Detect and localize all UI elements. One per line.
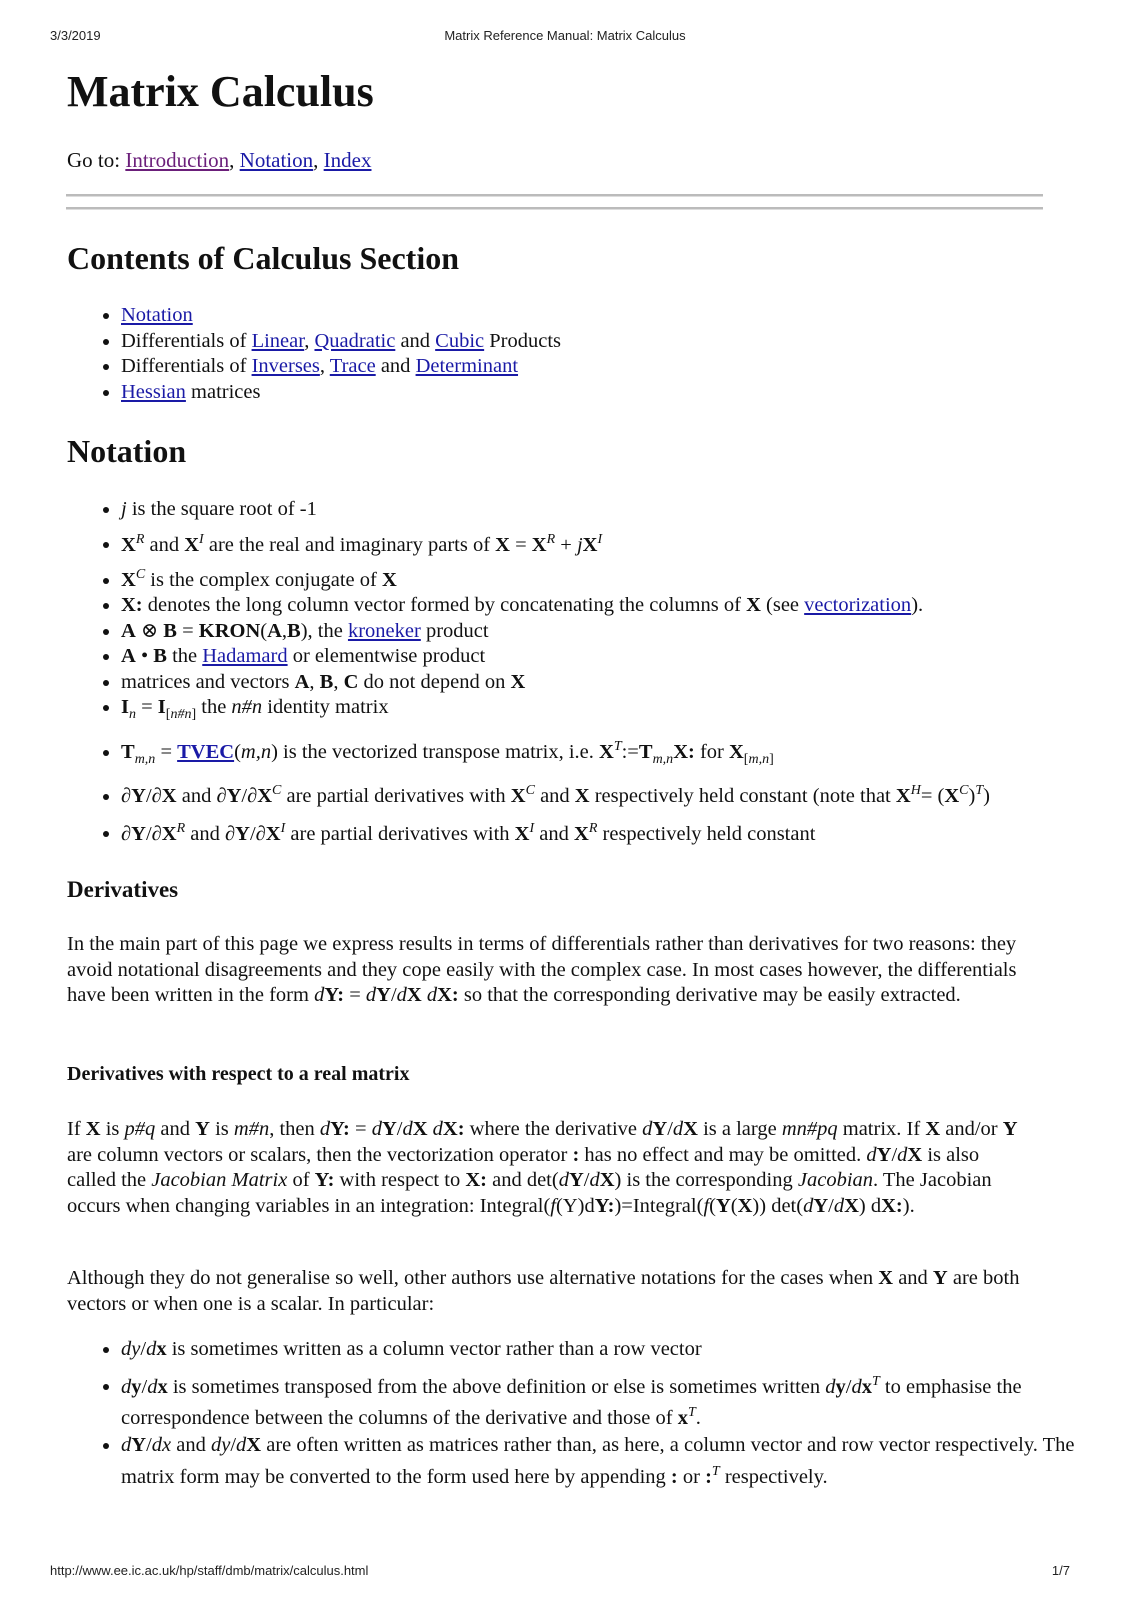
print-page-number: 1/7 (1051, 1563, 1070, 1578)
list-item: • $T_{m,n}$ = TVEC(m,n) is the vectorized transpose matrix, i.e. $X^T:=T_{m,n}X$: for $X_{[m,n]}$ (121, 734, 1081, 772)
contents-link-quadratic[interactable]: Quadratic (314, 329, 396, 352)
list-item: • dY/dx and dy/dX are often written as matrices rather than, as here, a column vector and row vector respectively. The matrix form may be converted to the form used here by appending : or :$^T$ respectively. (121, 1433, 1081, 1490)
contents-link-notation[interactable]: Notation (121, 304, 193, 326)
list-item: • $I_n = I_{[n\#n]}$ the n#n identity matrix (121, 695, 1081, 728)
list-item: • A • B the Hadamard or elementwise product (121, 644, 1081, 670)
divider (66, 194, 1043, 197)
divider (66, 207, 1043, 210)
contents-link-inverses[interactable]: Inverses (251, 355, 320, 377)
print-url: http://www.ee.ic.ac.uk/hp/staff/dmb/matrix/calculus.html (50, 1563, 369, 1578)
real-matrix-paragraph: If X is p#q and Y is m#n, then dY: = dY/dX dX: where the derivative dY/dX is a large mn#pq matrix. If X and/or Y are column vectors or scalars, then the vectorization operator : has no effect and may be omitted. dY/dX is also called the Jacobian Matrix of Y: with respect to X: and det(dY/dX) is the corresponding Jacobian. The Jacobian occurs when changing variables in an integration: Integral(f(Y)dY:)=Integral(f(Y(X)) det(dY/dX) dX:). (67, 1118, 1018, 1217)
list-item: • Differentials of Linear, Quadratic and Cubic Products (121, 329, 1081, 355)
list-item: • matrices and vectors A, B, C do not depend on X (121, 670, 1081, 696)
print-date: 3/3/2019 (50, 28, 101, 43)
list-item: • $X^C$ is the complex conjugate of X (121, 562, 1081, 593)
contents-link-determinant[interactable]: Determinant (415, 355, 519, 377)
real-matrix-subheading: Derivatives with respect to a real matrix (67, 1063, 410, 1085)
link-introduction[interactable]: Introduction (125, 148, 230, 172)
contents-heading: Contents of Calculus Section (67, 240, 460, 276)
contents-link-trace[interactable]: Trace (329, 355, 376, 377)
goto-label: Go to: (67, 148, 126, 172)
list-item: • j is the square root of -1 (121, 497, 1081, 523)
list-item: • A ⊗ B = KRON(A,B), the kroneker product (121, 619, 1081, 645)
notation-list (67, 497, 1081, 847)
alternative-notation-paragraph: Although they do not generalise so well, other authors use alternative notations for the cases when X and Y are both vectors or when one is a scalar. In particular: (67, 1267, 1020, 1315)
list-item: • X: denotes the long column vector formed by concatenating the columns of X (see vectorization). (121, 593, 1081, 619)
link-tvec[interactable]: TVEC (177, 740, 235, 763)
list-item: • dy/dx is sometimes written as a column vector rather than a row vector (121, 1337, 1081, 1363)
list-item: • $\partial Y/\partial X^R$ and $\partial Y/\partial X^I$ are partial derivatives with $X^I$ and $X^R$ respectively held constant (121, 816, 1081, 847)
goto-nav: Go to: Introduction, Notation, Index (67, 148, 372, 172)
link-index[interactable]: Index (323, 148, 372, 172)
list-item (121, 303, 1081, 329)
list-item: • Hessian matrices (121, 380, 1081, 406)
list-item: • Differentials of Inverses, Trace and Determinant (121, 354, 1081, 380)
derivatives-heading: Derivatives (67, 877, 179, 902)
page-title: Matrix Calculus (67, 67, 374, 116)
link-notation[interactable]: Notation (239, 148, 314, 172)
list-item: • $X^R$ and $X^I$ are the real and imaginary parts of $X = X^R + jX^I$ (121, 527, 1081, 558)
derivatives-paragraph: In the main part of this page we express results in terms of differentials rather than derivatives for two reasons: they avoid notational disagreements and they cope easily with the complex case. In most cases however, the differentials have been written in the form dY: = dY/dX dX: so that the corresponding derivative may be easily extracted. (67, 933, 1017, 1006)
list-item: • dy/dx is sometimes transposed from the above definition or else is sometimes written $dy/dx^T$ to emphasise the correspondence between the columns of the derivative and those of $x^T$. (121, 1369, 1081, 1432)
print-page-title: Matrix Reference Manual: Matrix Calculus (444, 28, 686, 43)
link-hadamard[interactable]: Hadamard (202, 645, 288, 668)
contents-link-linear[interactable]: Linear (251, 329, 305, 352)
link-vectorization[interactable]: vectorization (804, 594, 912, 617)
contents-link-hessian[interactable]: Hessian (121, 380, 186, 403)
notation-heading: Notation (67, 433, 187, 469)
link-kroneker[interactable]: kroneker (347, 619, 421, 642)
list-item: • ∂Y/∂X and $\partial Y/\partial X^C$ are partial derivatives with $X^C$ and X respectively held constant (note that $X^H= (X^C)^T$) (121, 778, 1081, 809)
contents-list (67, 303, 1081, 405)
contents-link-cubic[interactable]: Cubic (435, 329, 485, 352)
alternative-notation-list (67, 1337, 1081, 1490)
